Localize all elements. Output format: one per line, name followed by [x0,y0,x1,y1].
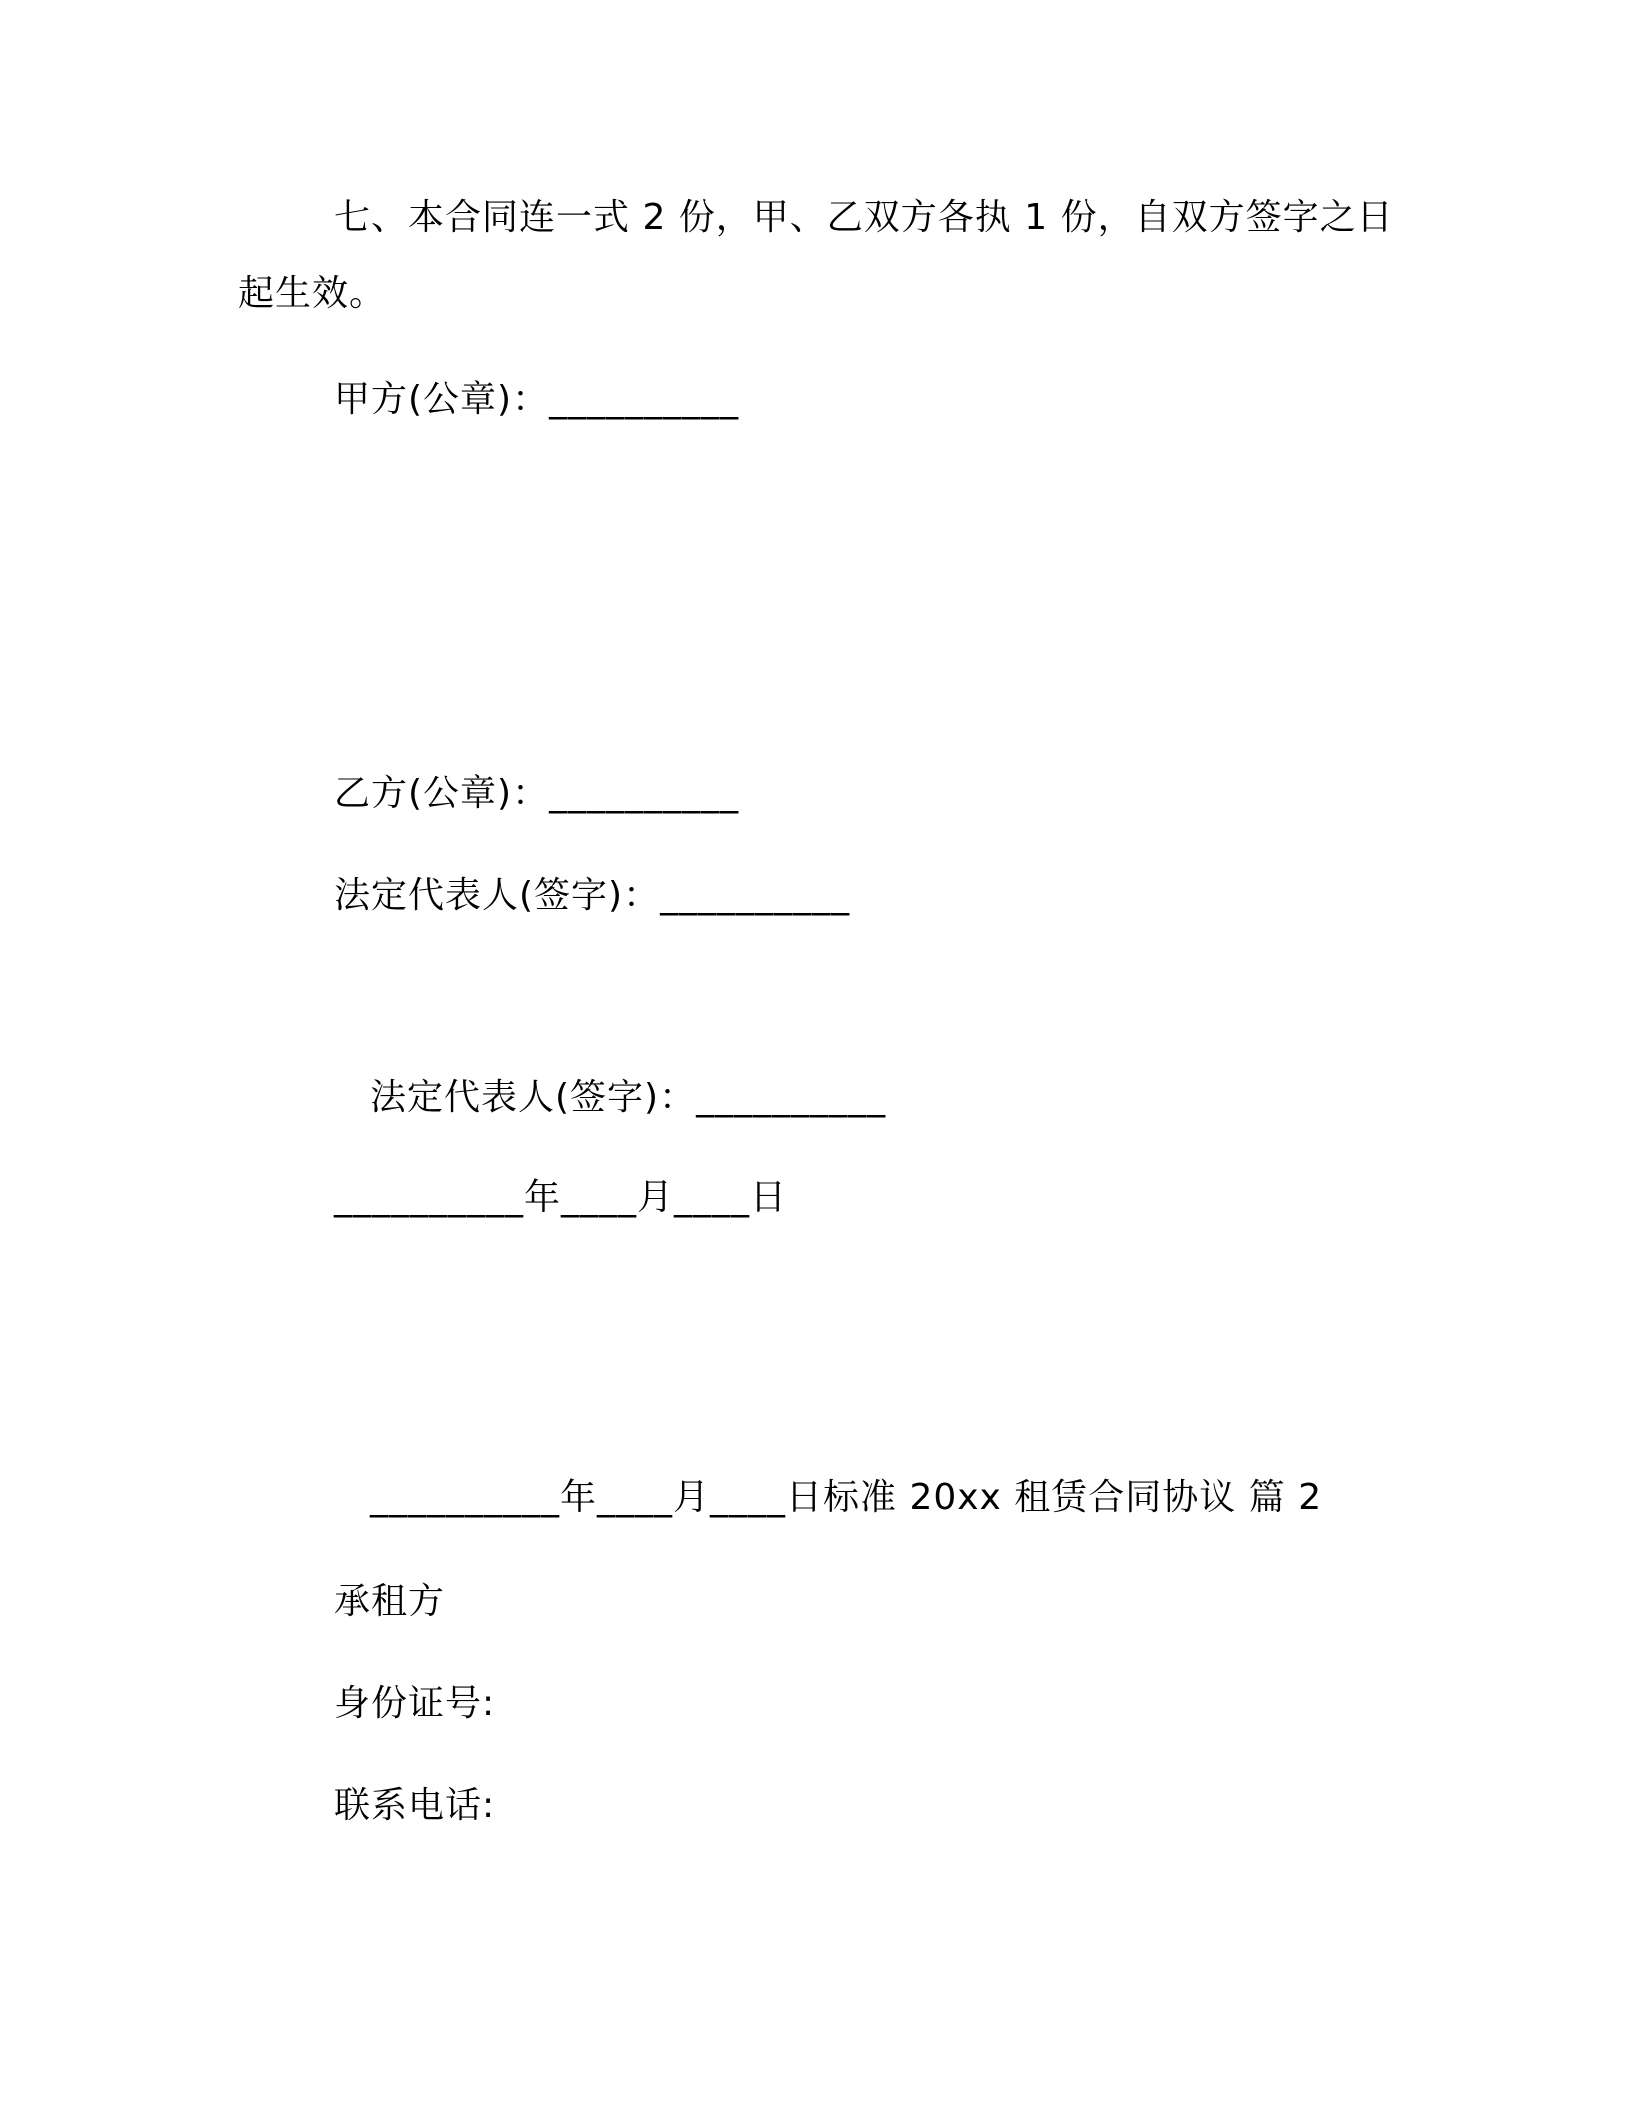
id-number-label: 身份证号: [334,1683,496,1724]
legal-rep-signature-line: 法定代表人(签字)：__________ [334,875,851,916]
lessee-label: 承租方 [334,1581,446,1622]
section-2-heading: __________年____月____日标准 20xx 租赁合同协议 篇 2 [370,1477,1323,1518]
phone-label: 联系电话: [334,1785,496,1826]
clause-7-line-2: 起生效。 [238,273,387,314]
clause-7-line-1: 七、本合同连一式 2 份，甲、乙双方各执 1 份，自双方签字之日 [334,197,1394,238]
party-a-seal-line: 甲方(公章)：__________ [334,379,740,420]
legal-rep-signature-line: 法定代表人(签字)：__________ [370,1077,887,1118]
party-b-seal-line: 乙方(公章)：__________ [334,773,740,814]
date-line: __________年____月____日 [334,1177,787,1218]
